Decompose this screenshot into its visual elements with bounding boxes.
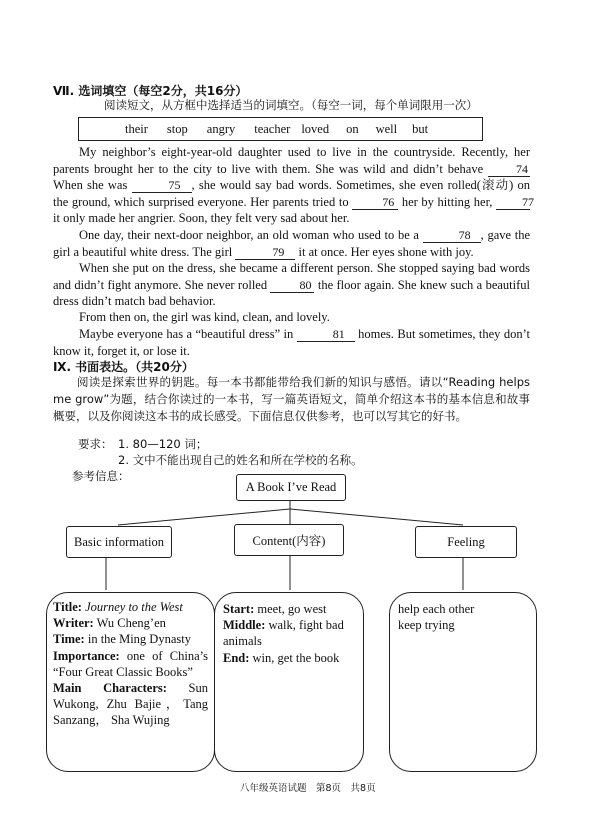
writer-value: Wu Cheng’en	[96, 616, 166, 631]
time-value: in the Ming Dynasty	[87, 632, 191, 647]
word-option: angry	[206, 121, 236, 136]
passage-paragraph-1: My neighbor’s eight-year-old daughter used to live in the countryside. Recently, her parents brought her to the city to live with them. She was wild and didn’t behave 74 When she was 75 , she would say bad words. Sometimes, she even rolled(滚动) on the ground, which surprised everyone. Her parents tried to 76 her by hitting her, 77 it only made her angrier. Soon, they felt very sad about her.	[53, 145, 535, 225]
start-value: meet, go west	[257, 602, 327, 616]
middle-value: walk, fight bad animals	[223, 618, 344, 649]
word-option: stop	[166, 121, 188, 136]
section-9-heading: Ⅸ. 书面表达。（共20分）	[53, 360, 194, 374]
section-7-heading: Ⅶ. 选词填空（每空2分，共16分）	[53, 84, 248, 98]
middle-label: Middle:	[223, 618, 266, 633]
requirement-2: 2. 文中不能出现自己的姓名和所在学校的名称。	[118, 453, 363, 467]
end-label: End:	[223, 650, 250, 665]
feeling-line-2: keep trying	[398, 618, 455, 633]
word-option: well	[375, 121, 398, 136]
word-option: their	[125, 121, 148, 136]
end-value: win, get the book	[252, 650, 340, 665]
basic-info-node: Basic information	[66, 526, 172, 558]
content-node: Content(内容)	[234, 524, 344, 556]
basic-info-panel	[46, 592, 215, 772]
feeling-line-1: help each other	[398, 602, 475, 616]
reference-label: 参考信息：	[72, 469, 130, 483]
characters-value: Sun Wukong, Zhu Bajie，Tang Sanzang， Sha Wujing	[53, 681, 208, 728]
page-footer: 八年级英语试题 第8页 共8页	[240, 783, 376, 794]
time-label: Time:	[53, 632, 85, 647]
importance-value: one of China’s “Four Great Classic Books”	[53, 648, 208, 679]
importance-label: Importance:	[53, 648, 120, 663]
feeling-node: Feeling	[415, 526, 517, 558]
answer-blank-78: 78	[423, 229, 481, 243]
passage-paragraph-5: Maybe everyone has a “beautiful dress” in 81 homes. But sometimes, they don’t know it, forget it, or lose it.	[53, 327, 530, 358]
writer-label: Writer:	[53, 616, 94, 631]
answer-blank-80: 80	[270, 279, 314, 293]
answer-blank-79: 79	[235, 246, 295, 260]
requirements-label: 要求：	[78, 437, 113, 451]
word-option: but	[412, 121, 429, 136]
mindmap-root: A Book I’ve Read	[236, 474, 346, 501]
characters-label: Main Characters:	[53, 681, 167, 696]
answer-blank-74: 74	[488, 163, 530, 177]
answer-blank-77: 77	[496, 196, 530, 210]
feeling-panel	[389, 592, 537, 772]
passage-paragraph-4: From then on, the girl was kind, clean, and lovely.	[79, 310, 330, 324]
word-option: teacher	[254, 121, 291, 136]
word-option: on	[346, 121, 359, 136]
answer-blank-75: 75	[132, 179, 192, 193]
content-panel	[214, 592, 364, 772]
writing-task-intro: 阅读是探索世界的钥匙。每一本书都能带给我们新的知识与感悟。请以“Reading helps me grow”为题，结合你读过的一本书，写一篇英语短文，简单介绍这本书的基本信息和故事概要，以及你阅读这本书的成长感受。下面信息仅供参考，也可以写其它的好书。	[53, 375, 530, 423]
start-label: Start:	[223, 602, 255, 616]
word-option: loved	[301, 121, 330, 136]
passage-paragraph-2: One day, their next-door neighbor, an old woman who used to be a 78 , gave the girl a beautiful white dress. The girl 79 it at once. Her eyes shone with joy.	[53, 228, 531, 259]
requirement-1: 1. 80—120 词；	[118, 437, 208, 451]
section-7-instruction: 阅读短文，从方框中选择适当的词填空。（每空一词，每个单词限用一次）	[104, 98, 478, 112]
book-title: Journey to the West	[85, 600, 183, 614]
answer-blank-76: 76	[352, 196, 398, 210]
answer-blank-81: 81	[297, 328, 355, 342]
passage-paragraph-3: When she put on the dress, she became a different person. She stopped saying bad words and didn’t fight anymore. She never rolled 80 the floor again. She knew such a beautiful dress didn’t match bad behavior.	[53, 261, 531, 308]
title-label: Title:	[53, 600, 82, 614]
